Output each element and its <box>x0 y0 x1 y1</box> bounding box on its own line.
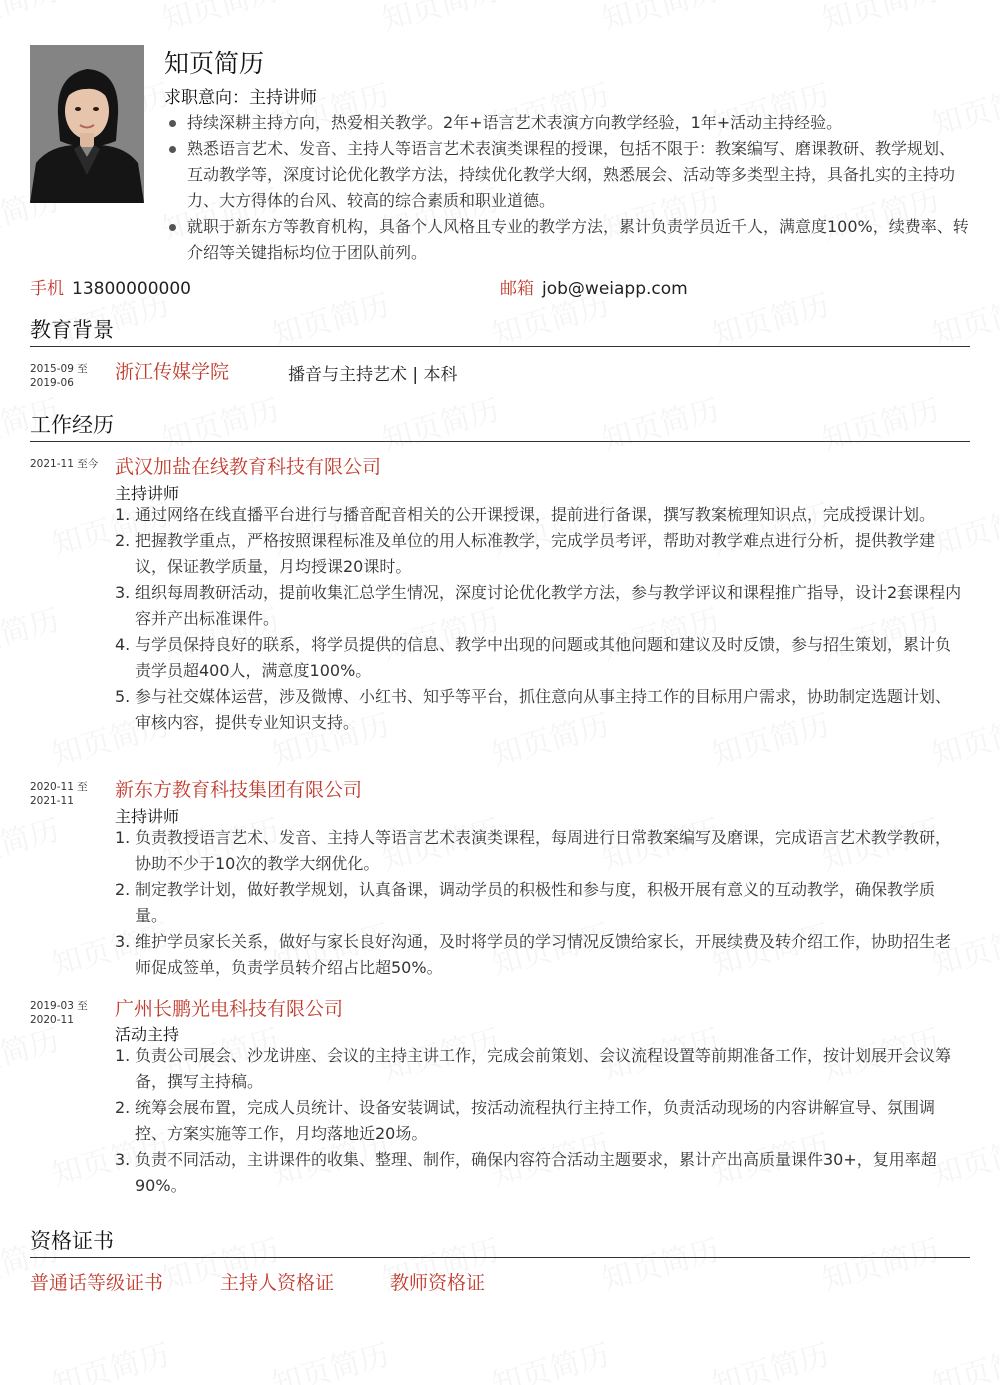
education-section-title: 教育背景 <box>30 314 970 347</box>
certificates-section-title: 资格证书 <box>30 1225 970 1258</box>
job-role: 活动主持 <box>115 1025 180 1044</box>
school-name: 浙江传媒学院 <box>115 361 230 383</box>
contact-phone <box>30 274 191 299</box>
list-item: 2. 把握教学重点，严格按照课程标准及单位的用人标准教学，完成学员考评，帮助对教学难点进行分析，提供教学建议，保证教学质量，月均授课20课时。 <box>115 531 936 576</box>
company-name: 广州长鹏光电科技有限公司 <box>115 998 344 1020</box>
summary-item: 持续深耕主持方向，热爱相关教学。2年+语言艺术表演方向教学经验，1年+活动主持经验。 <box>164 110 969 136</box>
job-date: 2019-03 至 2020-11 <box>30 1000 88 1026</box>
list-item: 2. 制定教学计划，做好教学规划，认真备课，调动学员的积极性和参与度，积极开展有意义的互动教学，确保教学质量。 <box>115 880 936 925</box>
certificate-item: 普通话等级证书 <box>30 1272 164 1294</box>
watermark-text <box>46 1330 173 1385</box>
list-item: 3. 组织每周教研活动，提前收集汇总学生情况，深度讨论优化教学方法，参与教学评议和课程推广指导，设计2套课程内容并产出标准课件。 <box>115 583 962 628</box>
job-task-list <box>115 502 965 736</box>
job-task-list <box>115 825 965 981</box>
job-role: 主持讲师 <box>115 807 180 826</box>
list-item: 1. 负责公司展会、沙龙讲座、会议的主持主讲工作，完成会前策划、会议流程设置等前期准备工作，按计划展开会议筹备，撰写主持稿。 <box>115 1046 952 1091</box>
list-item: 1. 负责教授语言艺术、发音、主持人等语言艺术表演类课程，每周进行日常教案编写及磨课，完成语言艺术教学教研，协助不少于10次的教学大纲优化。 <box>115 828 952 873</box>
certificate-item: 教师资格证 <box>390 1272 486 1294</box>
company-name: 武汉加盐在线教育科技有限公司 <box>115 456 382 478</box>
summary-item: 熟悉语言艺术、发音、主持人等语言艺术表演类课程的授课，包括不限于：教案编写、磨课教研、教学规划、互动教学等，深度讨论优化教学方法，持续优化教学大纲，熟悉展会、活动等多类型主持，具备扎实的主持功力、大方得体的台风、较高的综合素质和职业道德。 <box>164 136 969 214</box>
list-item: 1. 通过网络在线直播平台进行与播音配音相关的公开课授课，提前进行备课，撰写教案梳理知识点，完成授课计划。 <box>115 505 936 524</box>
summary-list <box>164 110 969 266</box>
watermark-text <box>706 1330 833 1385</box>
phone-value: 13800000000 <box>72 279 191 299</box>
major-degree: 播音与主持艺术 | 本科 <box>288 365 458 385</box>
candidate-name: 知页简历 <box>164 49 265 78</box>
watermark-text <box>596 0 723 39</box>
watermark-text <box>816 0 943 39</box>
email-label: 邮箱 <box>500 279 534 299</box>
job-date: 2021-11 至今 <box>30 458 99 470</box>
job-intention: 求职意向：主持讲师 <box>164 88 317 108</box>
watermark-text <box>926 1330 1000 1385</box>
work-section-title: 工作经历 <box>30 409 970 442</box>
education-date: 2015-09 至 2019-06 <box>30 363 88 389</box>
watermark-text <box>0 595 64 669</box>
watermark-text <box>376 0 503 39</box>
list-item: 3. 维护学员家长关系，做好与家长良好沟通，及时将学员的学习情况反馈给家长，开展续费及转介绍工作，协助招生老师促成签单，负责学员转介绍占比超50%。 <box>115 932 952 977</box>
contact-email <box>500 274 688 299</box>
job-role: 主持讲师 <box>115 484 180 503</box>
watermark-text <box>266 1330 393 1385</box>
list-item: 3. 负责不同活动，主讲课件的收集、整理、制作，确保内容符合活动主题要求，累计产出高质量课件30+，复用率超90%。 <box>115 1150 937 1195</box>
watermark-text <box>486 1330 613 1385</box>
email-value[interactable]: job@weiapp.com <box>542 279 688 299</box>
profile-photo <box>30 45 144 203</box>
watermark-text <box>0 0 64 39</box>
list-item: 5. 参与社交媒体运营，涉及微博、小红书、知乎等平台，抓住意向从事主持工作的目标用户需求，协助制定选题计划、审核内容，提供专业知识支持。 <box>115 687 952 732</box>
job-task-list <box>115 1043 965 1199</box>
portrait-image <box>30 45 144 203</box>
watermark-text <box>0 805 64 879</box>
watermark-text <box>156 0 283 39</box>
list-item: 2. 统筹会展布置，完成人员统计、设备安装调试，按活动流程执行主持工作，负责活动现场的内容讲解宣导、氛围调控、方案实施等工作，月均落地近20场。 <box>115 1098 936 1143</box>
phone-label: 手机 <box>30 279 64 299</box>
company-name: 新东方教育科技集团有限公司 <box>115 779 363 801</box>
summary-item: 就职于新东方等教育机构，具备个人风格且专业的教学方法，累计负责学员近千人，满意度100%，续费率、转介绍等关键指标均位于团队前列。 <box>164 214 969 266</box>
list-item: 4. 与学员保持良好的联系，将学员提供的信息、教学中出现的问题或其他问题和建议及时反馈，参与招生策划，累计负责学员超400人，满意度100%。 <box>115 635 952 680</box>
job-date: 2020-11 至 2021-11 <box>30 781 88 807</box>
certificate-item: 主持人资格证 <box>220 1272 335 1294</box>
